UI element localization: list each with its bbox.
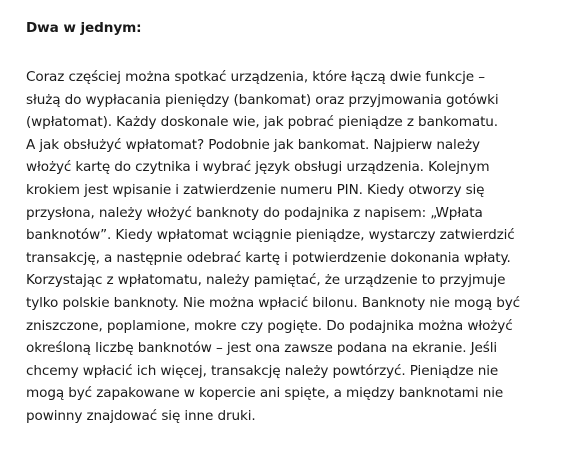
body-line: mogą być zapakowane w kopercie ani spięte, a między banknotami nie [26,385,504,402]
body-line: Coraz częściej można spotkać urządzenia, które łączą dwie funkcje – [26,69,485,85]
body-line: włożyć kartę do czytnika i wybrać język obsługi urządzenia. Kolejnym [26,159,490,176]
body-line: krokiem jest wpisanie i zatwierdzenie numeru PIN. Kiedy otworzy się [26,181,485,198]
body-line: przysłona, należy włożyć banknoty do podajnika z napisem: „Wpłata [26,204,483,221]
body-line: transakcję, a następnie odebrać kartę i potwierdzenie dokonania wpłaty. [26,249,511,266]
article-heading: Dwa w jednym: [26,20,142,36]
body-line: banknotów”. Kiedy wpłatomat wciągnie pieniądze, wystarczy zatwierdzić [26,227,515,244]
body-line: Korzystając z wpłatomatu, należy pamiętać, że urządzenie to przyjmuje [26,272,506,289]
body-line: powinny znajdować się inne druki. [26,407,256,424]
body-line: (wpłatomat). Każdy doskonale wie, jak pobrać pieniądze z bankomatu. [26,114,498,131]
body-line: służą do wypłacania pieniędzy (bankomat) oraz przyjmowania gotówki [26,91,499,108]
body-line: określoną liczbę banknotów – jest ona zawsze podana na ekranie. Jeśli [26,340,498,357]
body-line: tylko polskie banknoty. Nie można wpłacić bilonu. Banknoty nie mogą być [26,294,521,311]
body-line: chcemy wpłacić ich więcej, transakcję należy powtórzyć. Pieniądze nie [26,362,499,379]
body-line: A jak obsłużyć wpłatomat? Podobnie jak bankomat. Najpierw należy [26,136,480,153]
body-line: zniszczone, poplamione, mokre czy pogięte. Do podajnika można włożyć [26,317,513,334]
article [26,0,556,428]
article-body [26,39,556,428]
